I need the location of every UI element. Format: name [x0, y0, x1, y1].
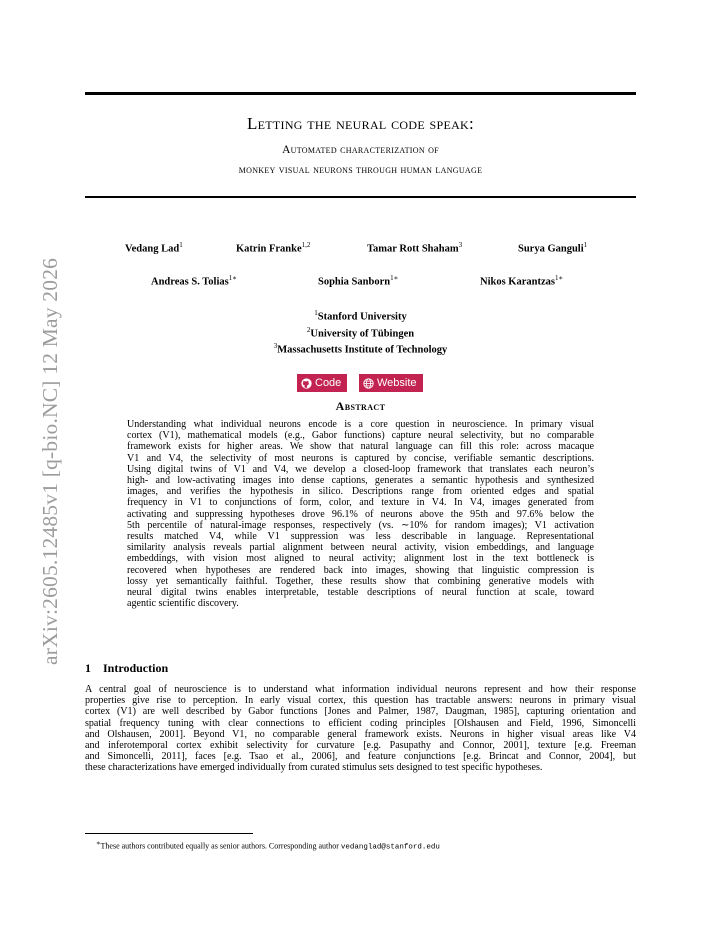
author-name: Andreas S. Tolias [151, 276, 229, 288]
author-affiliation-mark: 1 [179, 241, 183, 249]
paper-title: Letting the neural code speak: [246, 114, 475, 133]
footnote-rule [85, 833, 253, 834]
text-line: Understanding what individual neurons encode is a core question in neuroscience. In primary visual [127, 419, 594, 430]
arxiv-identifier: arXiv:2605.12485v1 [q-bio.NC] 12 May 2026 [38, 257, 62, 665]
text-line: Using digital twins of V1 and V4, we develop a closed-loop framework that translates each neuron’s [127, 463, 594, 475]
abstract-heading: Abstract [335, 399, 386, 413]
title-top-rule [85, 92, 636, 95]
text-line: A central goal of neuroscience is to understand what information individual neurons represent and how their response [85, 684, 636, 695]
code-link-label: Code [315, 377, 342, 389]
code-link-button[interactable] [297, 374, 347, 392]
author-name: Sophia Sanborn [318, 276, 391, 288]
text-line: cortex (V1) are well described by Gabor functions [Jones and Palmer, 1987, Daugman, 1985], capturing orientation and [85, 706, 636, 718]
text-line: properties give rise to perception. In early visual cortex, this question has tractable answers: neurons in primary visual [85, 695, 636, 707]
author-affiliation-mark: 1 [583, 241, 588, 249]
author-name: Katrin Franke [236, 243, 302, 255]
author [480, 274, 563, 288]
text-line: recovered when hypotheses are rendered back into images, showing that linguistic compression is [127, 564, 594, 576]
affiliation-mark: 3 [273, 342, 278, 350]
author [125, 241, 183, 255]
text-line: lossy yet semantically faithful. Together, these results show that combining generative models with [127, 575, 594, 587]
author [318, 274, 398, 288]
author-affiliation-mark: 1∗ [554, 274, 564, 282]
affiliations [85, 307, 636, 357]
paper-subtitle-line-2: monkey visual neurons through human language [238, 164, 483, 176]
text-line: frequency in V1 to conjunctions of form, color, and texture in V4. In V4, images generated from [127, 497, 594, 509]
title-bottom-rule [85, 196, 636, 198]
affiliation [85, 307, 636, 324]
text-line: similarity analysis reveals partial alignment between neural activity, vision embeddings, and language [127, 542, 594, 554]
author [518, 241, 587, 255]
corresponding-author-email[interactable]: vedanglad@stanford.edu [340, 843, 440, 852]
affiliation-name: University of Tübingen [310, 328, 415, 339]
website-link-button[interactable] [359, 374, 423, 392]
affiliation [85, 340, 636, 357]
author-name: Nikos Karantzas [480, 276, 555, 288]
affiliation [85, 324, 636, 341]
paper-subtitle-line-1: Automated characterization of [282, 144, 439, 156]
text-line: these characterizations have emerged individually from curated stimulus sets designed to test specific hypotheses. [85, 762, 543, 774]
author-name: Vedang Lad [125, 243, 180, 255]
website-link-label: Website [377, 377, 417, 389]
text-line: activating and suppressing hypotheses drove 96.1% of neurons above the 95th and 97.6% below the [127, 508, 594, 520]
text-line: and inferotemporal cortex exhibit selectivity for curvature [e.g. Pasupathy and Connor, 2001], texture [e.g. Freeman [85, 740, 636, 752]
author-affiliation-mark: 1∗ [390, 274, 399, 282]
text-line: embeddings, with vision most aligned to neural activity; alignment lost in the text bottleneck is [127, 553, 594, 565]
author-affiliation-mark: 1∗ [228, 274, 237, 282]
author [151, 274, 237, 288]
author [367, 241, 462, 255]
text-line: V1 and V4, the selectivity of most neurons is captured by concise, verifiable semantic descriptions. [127, 452, 594, 464]
text-line: spatial frequency tuning with clear connections to efficient coding principles [Olshausen and Field, 1996, Simoncelli [85, 717, 636, 729]
affiliation-mark: 2 [306, 325, 311, 334]
text-line: and Olshausen, 2001]. Beyond V1, no comparable general framework exists. Neurons in higher visual areas like V4 [85, 728, 636, 740]
text-line: images, and verifies the hypothesis in silico. Descriptions range from oriented edges and spatial [127, 486, 594, 498]
section-title: Introduction [103, 661, 169, 675]
author-name: Surya Ganguli [518, 243, 584, 255]
abstract-body [127, 419, 594, 609]
globe-icon [363, 378, 374, 389]
text-line: results matched V4, while V1 suppression was less describable in language. Representational [127, 531, 594, 543]
text-line: agentic scientific discovery. [127, 598, 239, 610]
text-line: high- and low-activating images into dense captions, generates a semantic hypothesis and synthesized [127, 475, 594, 487]
author-affiliation-mark: 3 [458, 241, 463, 249]
affiliation-mark: 1 [314, 309, 318, 317]
text-line: 5th percentile of natural-image responses, respectively (vs. ∼10% for random images); V1 activation [127, 519, 594, 531]
text-line: cortex (V1), mathematical models (e.g., Gabor functions) capture neural selectivity, but no comparable [127, 430, 594, 442]
footnote [96, 839, 440, 852]
affiliation-name: Massachusetts Institute of Technology [277, 344, 448, 356]
text-line: and Simoncelli, 2011], faces [e.g. Tsao et al., 2006], and feature conjunctions [e.g. Brincat and Connor, 2004], but [85, 751, 636, 763]
footnote-mark: ∗ [96, 840, 101, 847]
author-affiliation-mark: 1,2 [301, 241, 311, 249]
footnote-text: These authors contributed equally as senior authors. Corresponding author [100, 841, 341, 851]
author [236, 241, 310, 255]
section-heading-introduction [85, 661, 168, 676]
section-number: 1 [85, 661, 91, 675]
text-line: neural digital twins enables interpretable, testable descriptions of neural function at scale, toward [127, 587, 594, 599]
affiliation-name: Stanford University [317, 311, 407, 323]
github-icon [301, 378, 312, 389]
text-line: framework exists for higher areas. We show that natural language can fill this role: across macaque [127, 441, 594, 453]
author-name: Tamar Rott Shaham [367, 243, 459, 255]
introduction-paragraph [85, 684, 636, 774]
